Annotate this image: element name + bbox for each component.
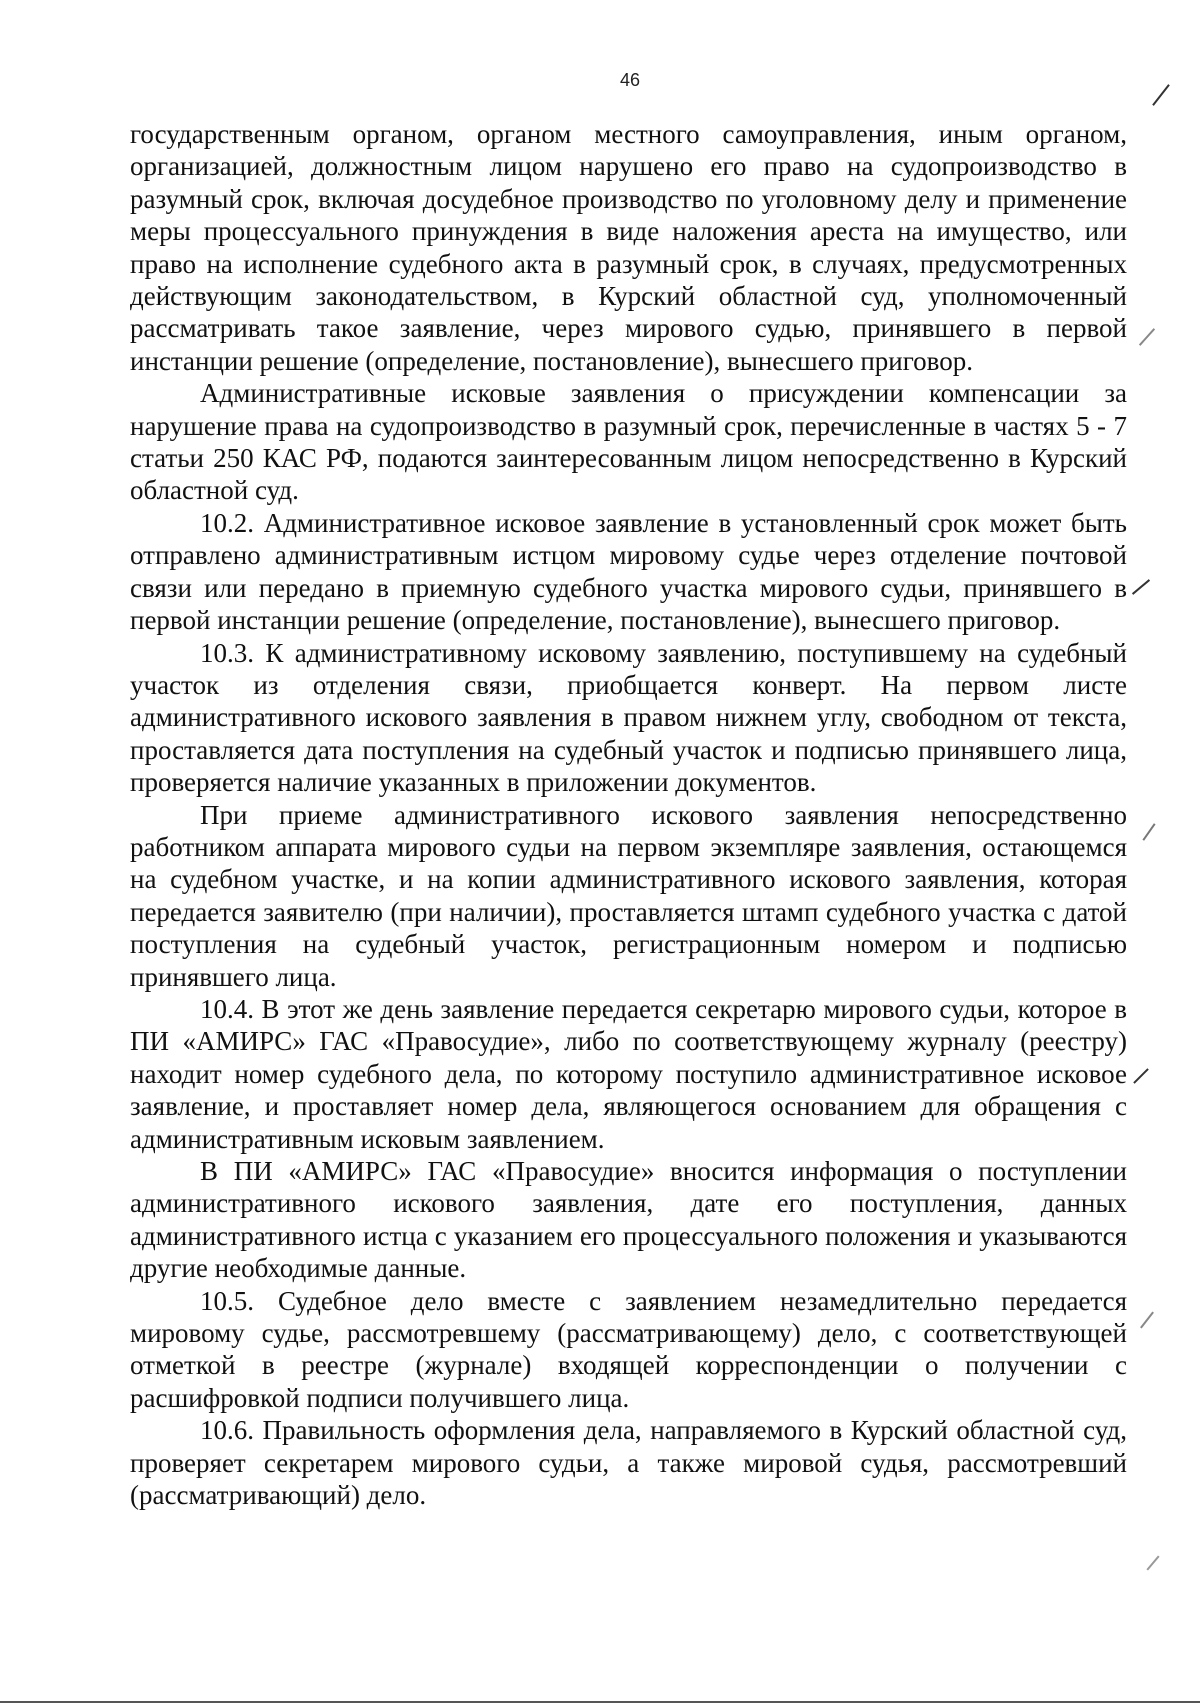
paragraph-10-3: 10.3. К административному исковому заявлению, поступившему на судебный участок из отделения связи, приобщается конверт. На первом листе административного искового заявления в правом нижнем углу, свободном от текста, проставляется дата поступления на судебный участок и подписью принявшего лица, проверяется наличие указанных в приложении документов. xyxy=(130,637,1127,798)
paragraph-10-4: 10.4. В этот же день заявление передается секретарю мирового судьи, которое в ПИ «АМИРС» ГАС «Правосудие», либо по соответствующему журналу (реестру) находит номер судебного дела, по которому поступило административное исковое заявление, и проставляет номер дела, являющегося основанием для обращения с административным исковым заявлением. xyxy=(130,993,1127,1154)
margin-check-mark xyxy=(1140,1312,1154,1329)
paragraph-10-2: 10.2. Административное исковое заявление в установленный срок может быть отправлено административным истцом мировому судье через отделение почтовой связи или передано в приемную судебного участка мирового судьи, принявшего в первой инстанции решение (определение, постановление), вынесшего приговор. xyxy=(130,507,1127,636)
margin-check-mark xyxy=(1133,1068,1149,1084)
margin-check-mark xyxy=(1132,579,1150,595)
page-number: 46 xyxy=(619,70,641,90)
margin-check-mark xyxy=(1146,1555,1159,1570)
paragraph-10-6: 10.6. Правильность оформления дела, направляемого в Курский областной суд, проверяет секретарем мирового судьи, а также мировой судья, рассмотревший (рассматривающий) дело. xyxy=(130,1415,1127,1511)
paragraph-admin-claims: Административные исковые заявления о присуждении компенсации за нарушение права на судопроизводство в разумный срок, перечисленные в частях 5 - 7 статьи 250 КАС РФ, подаются заинтересованным лицом непосредственно в Курский областной суд. xyxy=(130,378,1127,506)
document-body xyxy=(130,118,1127,1511)
paragraph-10-5: 10.5. Судебное дело вместе с заявлением незамедлительно передается мировому судье, рассмотревшему (рассматривающему) дело, с соответствующей отметкой в реестре (журнале) входящей корреспонденции о получении с расшифровкой подписи получившего лица. xyxy=(130,1285,1127,1413)
margin-check-mark xyxy=(1142,823,1155,841)
paragraph-amirs: В ПИ «АМИРС» ГАС «Правосудие» вносится информация о поступлении административного искового заявления, дате его поступления, данных административного истца с указанием его процессуального положения и указываются другие необходимые данные. xyxy=(130,1156,1127,1284)
scan-edge-line xyxy=(0,1701,1200,1703)
margin-check-mark xyxy=(1139,328,1155,346)
paragraph-reception: При приеме административного искового заявления непосредственно работником аппарата мирового судьи на первом экземпляре заявления, остающемся на судебном участке, и на копии административного искового заявления, которая передается заявителю (при наличии), проставляется штамп судебного участка с датой поступления на судебный участок, регистрационным номером и подписью принявшего лица. xyxy=(130,799,1127,992)
paragraph-continuation: государственным органом, органом местного самоуправления, иным органом, организацией, должностным лицом нарушено его право на судопроизводство в разумный срок, включая досудебное производство по уголовному делу и применение меры процессуального принуждения в виде наложения ареста на имущество, или право на исполнение судебного акта в разумный срок, в случаях, предусмотренных действующим законодательством, в Курский областной суд, уполномоченный рассматривать такое заявление, через мирового судью, принявшего в первой инстанции решение (определение, постановление), вынесшего приговор. xyxy=(130,119,1127,376)
